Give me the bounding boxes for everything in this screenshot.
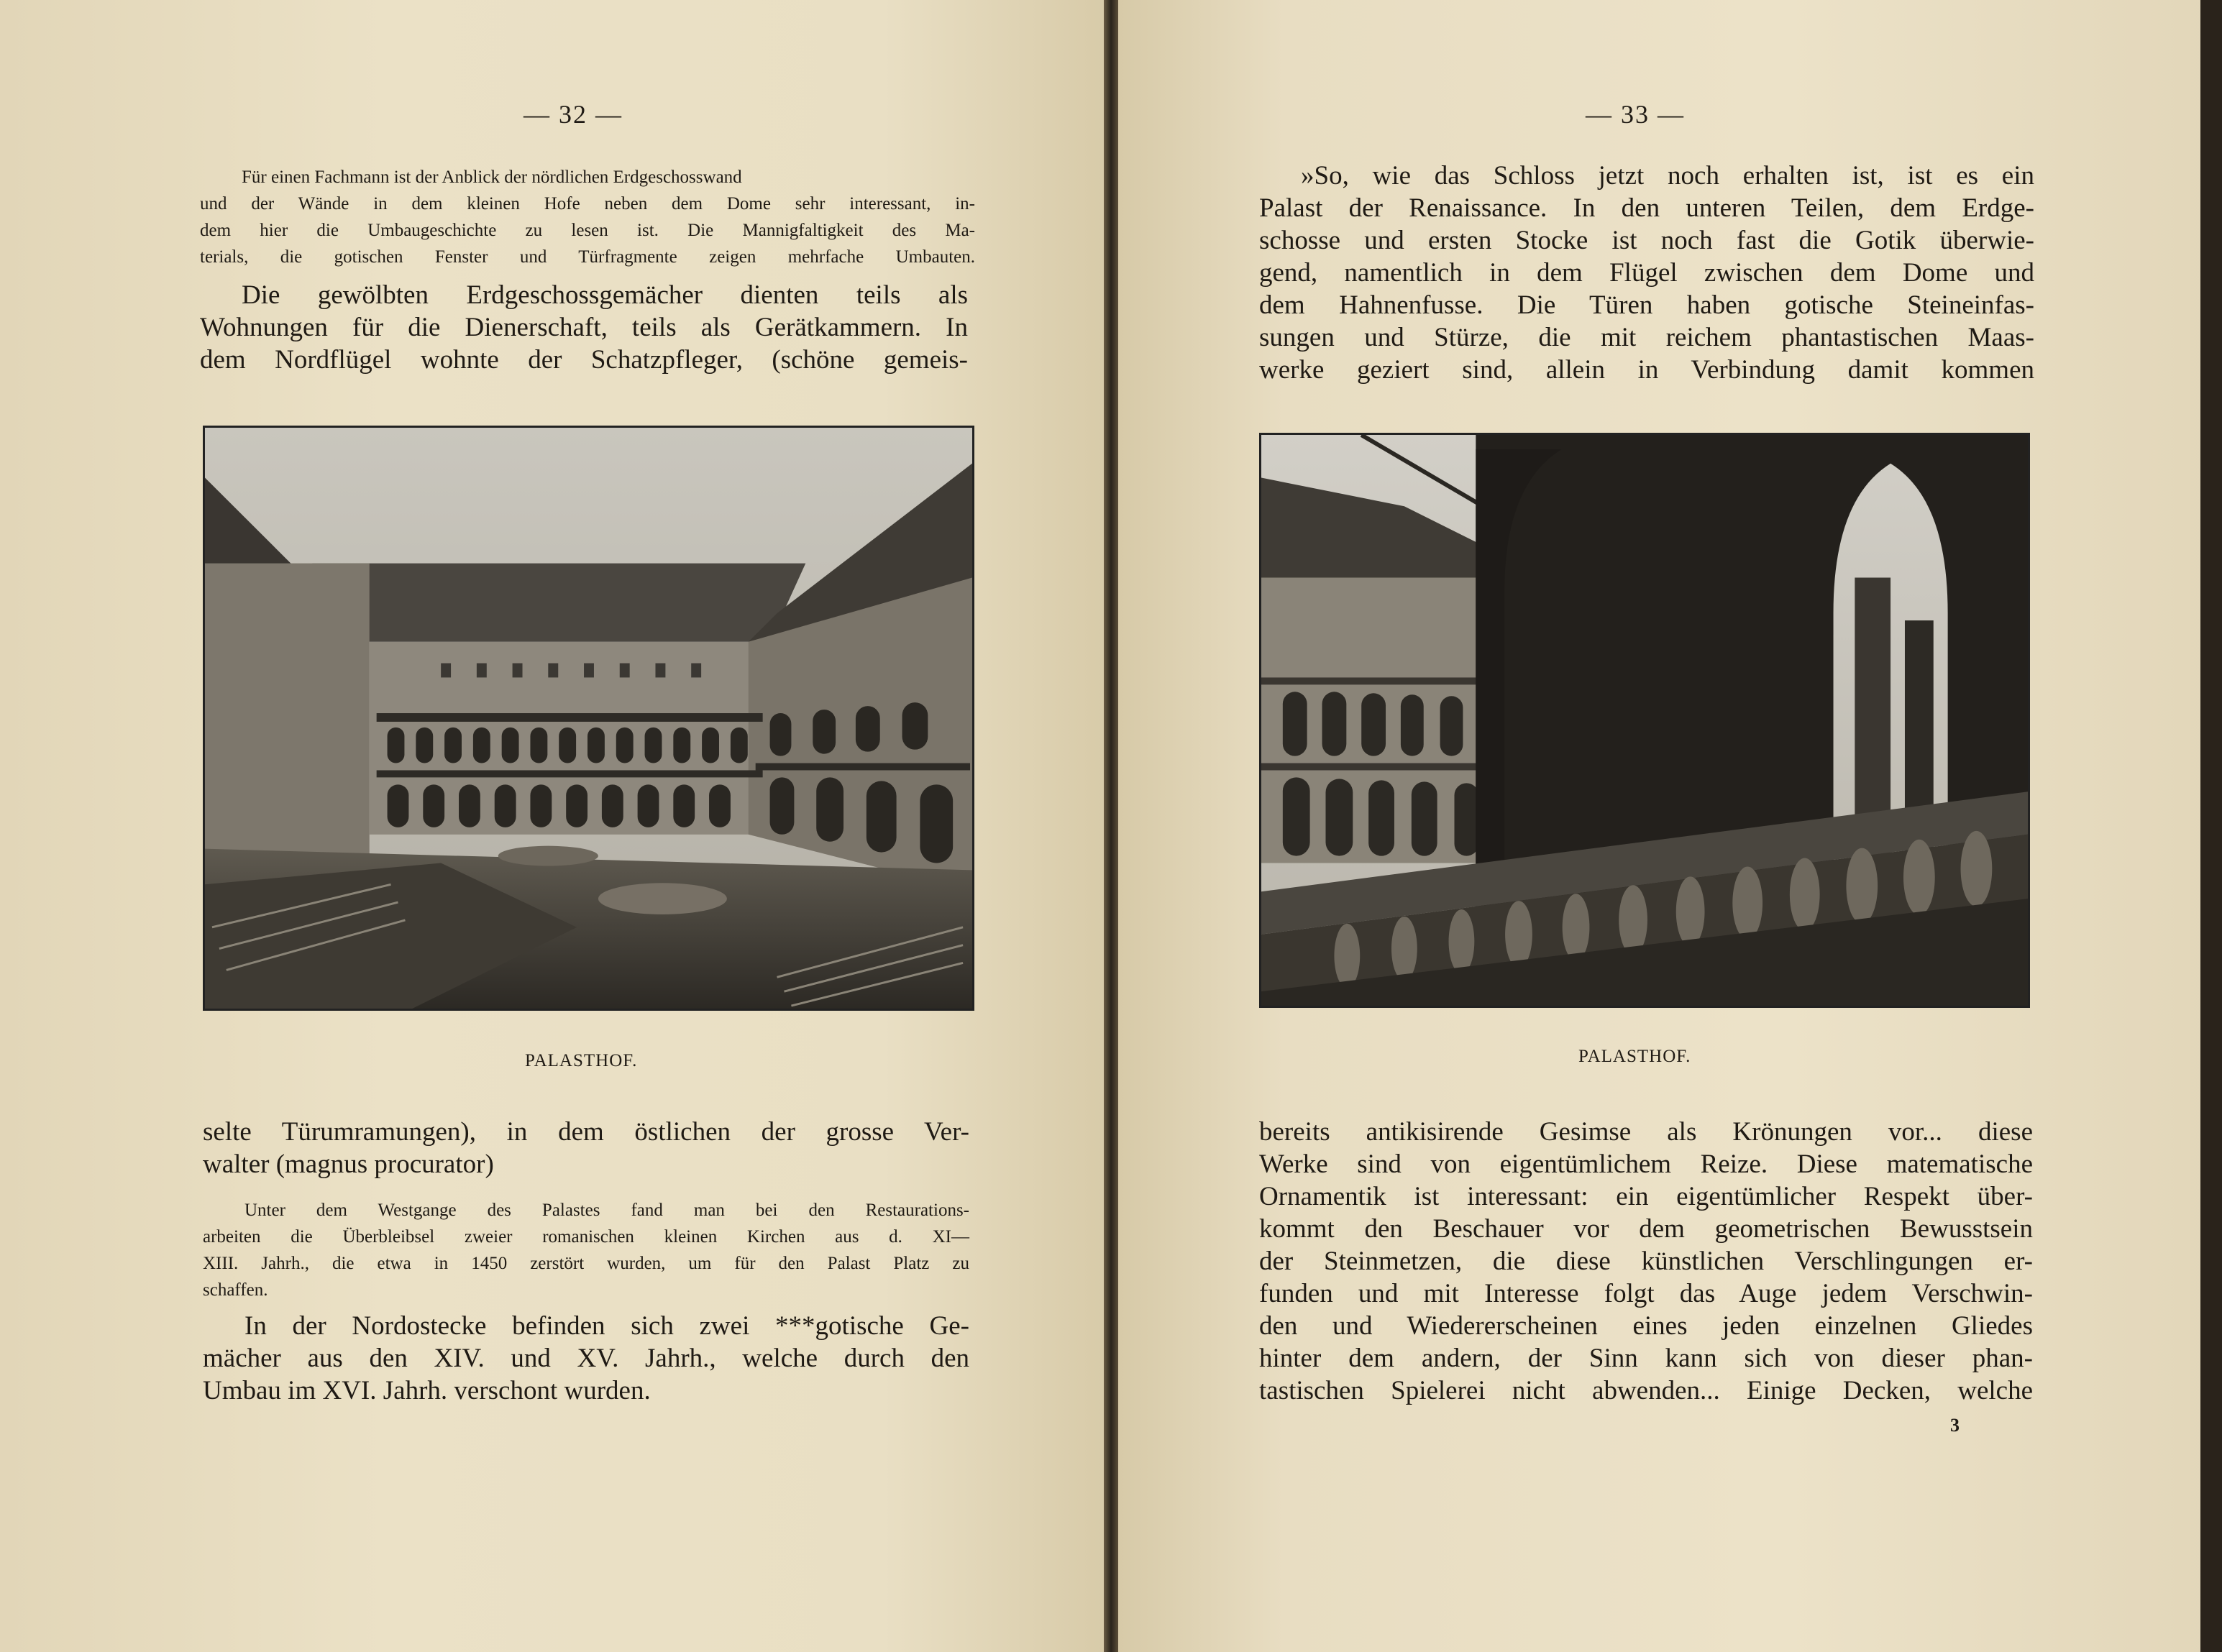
text-line: In der Nordostecke befinden sich zwei ***gotische Ge-: [244, 1311, 969, 1341]
text-line: hinter dem andern, der Sinn kann sich von dieser phan-: [1259, 1344, 2033, 1373]
photo-caption: PALASTHOF.: [1578, 1047, 1691, 1066]
page-number: — 33 —: [1586, 100, 1685, 129]
text-line: Palast der Renaissance. In den unteren Teilen, dem Erdge-: [1259, 193, 2034, 223]
paragraph-continue: [203, 1116, 969, 1180]
note-line: terials, die gotischen Fenster und Türfragmente zeigen mehrfache Umbauten.: [200, 247, 975, 267]
note-line: und der Wände in dem kleinen Hofe neben dem Dome sehr interessant, in-: [200, 194, 975, 214]
note-line: arbeiten die Überbleibsel zweier romanischen kleinen Kirchen aus d. XI—: [203, 1227, 969, 1247]
arcade-photo-image: [1261, 435, 2028, 1006]
text-line: der Steinmetzen, die diese künstlichen Verschlingungen er-: [1259, 1247, 2033, 1276]
text-line: den und Wiedererscheinen eines jeden einzelnen Gliedes: [1259, 1311, 2033, 1341]
text-line: mächer aus den XIV. und XV. Jahrh., welche durch den: [203, 1344, 969, 1373]
note-line: Unter dem Westgange des Palastes fand man bei den Restaurations-: [244, 1201, 969, 1220]
text-line: dem Hahnenfusse. Die Türen haben gotische Steineinfas-: [1259, 290, 2034, 320]
footnote-bottom: [203, 1197, 969, 1303]
text-line: Umbau im XVI. Jahrh. verschont wurden.: [203, 1376, 651, 1405]
text-line: schosse und ersten Stocke ist noch fast die Gotik überwie-: [1259, 226, 2034, 255]
text-line: funden und mit Interesse folgt das Auge jedem Verschwin-: [1259, 1279, 2033, 1308]
courtyard-photo-image: [205, 428, 972, 1009]
paragraph-top: [200, 279, 968, 376]
right-page: [1118, 0, 2222, 1652]
note-line: dem hier die Umbaugeschichte zu lesen ist. Die Mannigfaltigkeit des Ma-: [200, 221, 975, 240]
text-line: selte Türumramungen), in dem östlichen der grosse Ver-: [203, 1117, 969, 1147]
left-page: [0, 0, 1104, 1652]
book-gutter: [1104, 0, 1118, 1652]
book-edge-right: [2200, 0, 2222, 1652]
paragraph-bottom: [1259, 1116, 2033, 1407]
paragraph-top: [1259, 160, 2034, 386]
footnote-top: [200, 164, 975, 270]
note-line: schaffen.: [203, 1280, 268, 1300]
text-line: werke geziert sind, allein in Verbindung damit kommen: [1259, 355, 2034, 385]
text-line: kommt den Beschauer vor dem geometrischen Bewusstsein: [1259, 1214, 2033, 1244]
text-line: Ornamentik ist interessant: ein eigentümlicher Respekt über-: [1259, 1182, 2033, 1211]
text-line: dem Nordflügel wohnte der Schatzpfleger, (schöne gemeis-: [200, 345, 968, 375]
arcade-photo: [1259, 433, 2030, 1008]
text-line: Werke sind von eigentümlichem Reize. Diese matematische: [1259, 1149, 2033, 1179]
note-line: Für einen Fachmann ist der Anblick der nördlichen Erdgeschosswand: [242, 168, 742, 187]
text-line: walter (magnus procurator): [203, 1149, 494, 1179]
photo-caption: PALASTHOF.: [525, 1051, 638, 1070]
text-line: »So, wie das Schloss jetzt noch erhalten ist, ist es ein: [1301, 161, 2034, 191]
text-line: sungen und Stürze, die mit reichem phantastischen Maas-: [1259, 323, 2034, 352]
signature-mark: 3: [1950, 1415, 1960, 1436]
text-line: tastischen Spielerei nicht abwenden... Einige Decken, welche: [1259, 1376, 2033, 1405]
text-line: Wohnungen für die Dienerschaft, teils als Gerätkammern. In: [200, 313, 968, 342]
text-line: Die gewölbten Erdgeschossgemächer dienten teils als: [242, 280, 968, 310]
courtyard-photo: [203, 426, 974, 1011]
note-line: XIII. Jahrh., die etwa in 1450 zerstört wurden, um für den Palast Platz zu: [203, 1254, 969, 1273]
paragraph-bottom: [203, 1310, 969, 1407]
page-number: — 32 —: [524, 100, 623, 129]
text-line: bereits antikisirende Gesimse als Krönungen vor... diese: [1259, 1117, 2033, 1147]
text-line: gend, namentlich in dem Flügel zwischen dem Dome und: [1259, 258, 2034, 288]
